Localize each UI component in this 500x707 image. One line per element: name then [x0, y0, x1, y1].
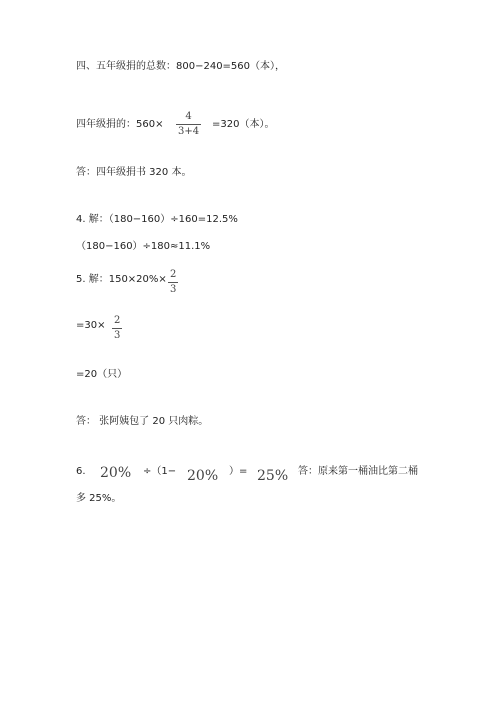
q5-line1-prefix: 5. 解：150×20%×: [76, 274, 167, 285]
q5-answer: 答： 张阿姨包了 20 只肉粽。: [76, 416, 209, 427]
q6-label: 6.: [76, 466, 86, 477]
fraction-denominator: 3+4: [178, 126, 200, 137]
grade4-books-result: =320（本）。: [212, 119, 275, 130]
q5-line3: =20（只）: [76, 369, 128, 380]
q5-line2-prefix: =30×: [76, 320, 106, 331]
total-books-line: 四、五年级捐的总数：800−240=560（本），: [76, 61, 286, 72]
fraction-bar: [176, 124, 201, 125]
fraction-bar: [112, 328, 122, 329]
q6-answer-part2: 多 25%。: [76, 493, 122, 504]
grade4-fraction: [176, 111, 201, 138]
q4-line1: 4. 解：（180−160）÷160=12.5%: [76, 214, 238, 225]
q5-fraction-2: [112, 315, 122, 342]
q6-value-2: 20%: [187, 468, 219, 484]
fraction-denominator: 3: [114, 330, 121, 341]
q6-value-3: 25%: [257, 468, 289, 484]
q6-value-1: 20%: [100, 465, 132, 481]
q6-operator-1: ÷（1−: [143, 466, 177, 477]
fraction-numerator: 2: [114, 315, 121, 326]
q6-answer-part1: 答：原来第一桶油比第二桶: [298, 466, 418, 477]
fraction-bar: [168, 282, 178, 283]
fraction-numerator: 2: [170, 269, 177, 280]
q5-fraction-1: [168, 269, 178, 296]
q6-operator-2: ）=: [229, 466, 248, 477]
fraction-numerator: 4: [185, 111, 192, 122]
section4-answer: 答：四年级捐书 320 本。: [76, 167, 192, 178]
grade4-books-prefix: 四年级捐的：560×: [76, 119, 164, 130]
fraction-denominator: 3: [170, 284, 177, 295]
q4-line2: （180−160）÷180≈11.1%: [76, 241, 211, 252]
